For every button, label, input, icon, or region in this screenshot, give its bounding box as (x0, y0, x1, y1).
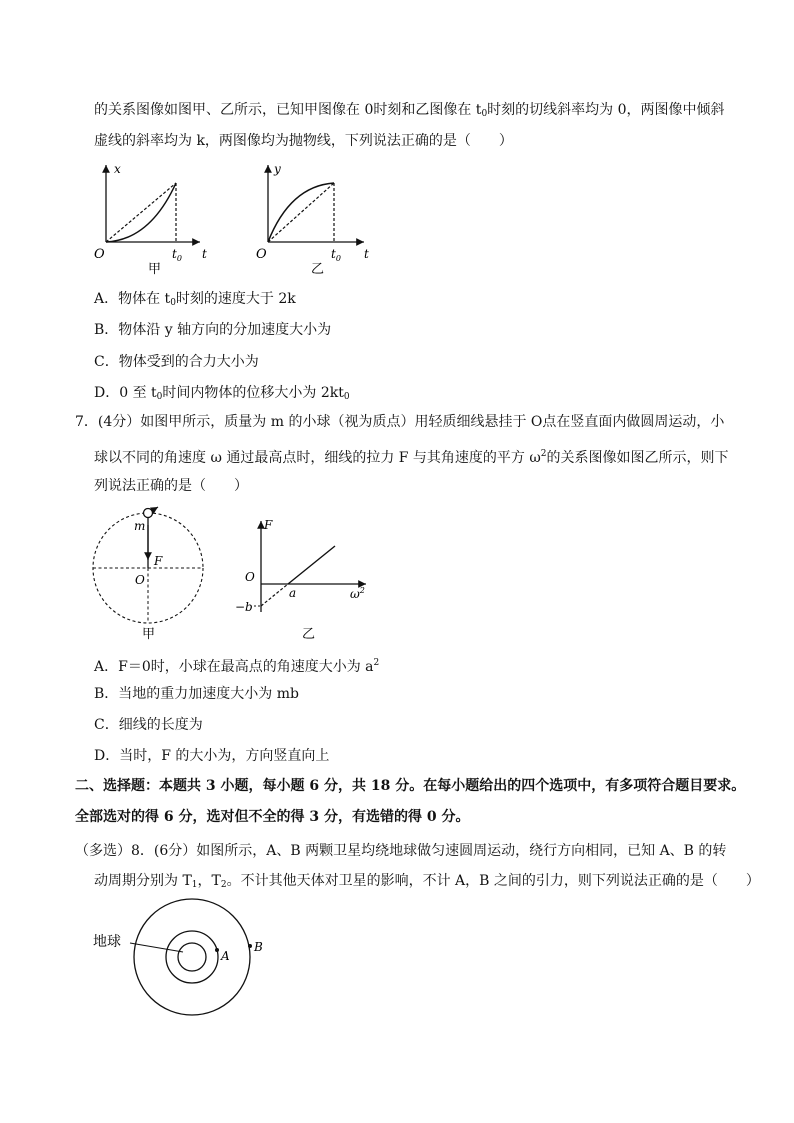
q6-option-d[interactable]: D．0 至 $t_0$时间内物体的位移大小为 $2kt_0$ (94, 385, 350, 402)
q6-option-c[interactable]: C．物体受到的合力大小为 (94, 354, 259, 370)
intercept-b-label: −b (235, 600, 253, 614)
section2-heading-line2: 全部选对的得 6 分，选对但不全的得 3 分，有选错的得 0 分。 (75, 809, 470, 825)
q7-option-a[interactable]: A．F＝0时，小球在最高点的角速度大小为 $a^2$ (94, 658, 380, 675)
t0-label: $t_0$ (331, 247, 341, 263)
q7-stem-line3: 列说法正确的是（ ） (94, 478, 248, 494)
earth-circle (178, 943, 206, 971)
q7-option-b[interactable]: B．当地的重力加速度大小为 mb (94, 686, 299, 702)
q6-option-b[interactable]: B．物体沿 y 轴方向的分加速度大小为 (94, 322, 332, 338)
earth-label: 地球 (93, 934, 121, 950)
force-label: F (154, 554, 163, 568)
q6-stem-line2: 虚线的斜率均为 k，两图像均为抛物线，下列说法正确的是（ ） (94, 133, 513, 149)
figure-caption: 乙 (302, 627, 316, 642)
satellite-a-label: A (221, 949, 230, 963)
axis-label-t: t (202, 247, 207, 261)
q7-stem-line2: 球以不同的角速度 ω 通过最高点时，细线的拉力 F 与其角速度的平方 $\omega^2$的关系图像如图乙所示，则下 (94, 449, 729, 466)
satellite-a-dot (215, 948, 219, 952)
q6-stem-line1: 的关系图像如图甲、乙所示，已知甲图像在 0时刻和乙图像在 $t_0$时刻的切线斜率均为 0，两图像中倾斜 (94, 102, 725, 119)
q8-stem-line1: （多选）8．(6分）如图所示，A、B 两颗卫星均绕地球做匀速圆周运动，绕行方向相同，已知 A、B 的转 (75, 843, 727, 859)
axis-label-omega: $\omega^2$ (350, 586, 365, 601)
q7-stem-line1: 7．(4分）如图甲所示，质量为 m 的小球（视为质点）用轻质细线悬挂于 O点在竖直面内做圆周运动，小 (75, 414, 725, 430)
figure-caption: 甲 (142, 627, 156, 642)
origin-label: O (94, 247, 105, 262)
t0-label: $t_0$ (172, 247, 182, 263)
axis-label-t: t (364, 247, 369, 261)
q8-stem-line2: 动周期分别为 $T_1$，$T_2$。不计其他天体对卫星的影响，不计 A，B 之间的引力，则下列说法正确的是（ ） (94, 873, 760, 890)
figure-caption: 乙 (311, 262, 325, 277)
axis-label-y: y (274, 162, 281, 176)
q7-option-d[interactable]: D．当时，F 的大小为，方向竖直向上 (94, 748, 330, 764)
q6-option-a[interactable]: A．物体在 $t_0$时刻的速度大于 2k (94, 291, 296, 308)
axis-label-x: x (114, 162, 121, 176)
center-label: O (135, 573, 145, 587)
intercept-a-label: a (289, 586, 297, 600)
earth-pointer-line (130, 943, 183, 952)
axis-label-f: F (264, 518, 273, 532)
origin-label: O (245, 570, 255, 584)
q7-option-c[interactable]: C．细线的长度为 (94, 717, 203, 733)
orbit-a (166, 931, 218, 983)
figure-caption: 甲 (148, 262, 162, 277)
satellite-b-label: B (254, 940, 263, 954)
origin-label: O (256, 247, 267, 262)
satellite-b-dot (248, 944, 252, 948)
section2-heading-line1: 二、选择题：本题共 3 小题，每小题 6 分，共 18 分。在每小题给出的四个选项中，有多项符合题目要求。 (75, 778, 746, 794)
mass-label: m (134, 519, 146, 533)
orbit-b (134, 899, 250, 1015)
